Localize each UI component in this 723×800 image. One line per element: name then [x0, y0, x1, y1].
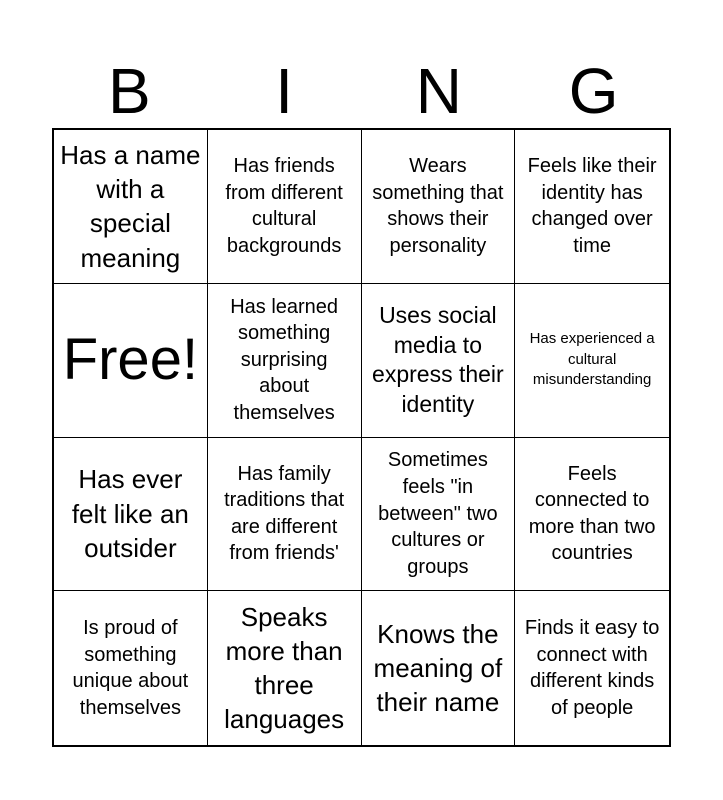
bingo-cell-r4-c3[interactable]	[362, 591, 516, 745]
bingo-cell-text: Uses social media to express their identity	[372, 302, 504, 417]
bingo-header	[52, 55, 671, 127]
bingo-cell-r3-c3[interactable]	[362, 438, 516, 592]
bingo-cell-text: Speaks more than three languages	[224, 601, 345, 735]
bingo-cell-r1-c4[interactable]	[515, 130, 669, 284]
bingo-cell-r3-c4[interactable]	[515, 438, 669, 592]
bingo-cell-r2-c3[interactable]	[362, 284, 516, 438]
header-letter-g: G	[568, 55, 619, 127]
bingo-cell-text: Knows the meaning of their name	[373, 618, 503, 718]
bingo-cell-text: Feels connected to more than two countries	[528, 462, 656, 565]
bingo-cell-text: Has ever felt like an outsider	[71, 464, 189, 564]
free-space-text: Free!	[62, 327, 199, 393]
header-letter-b: B	[108, 55, 151, 127]
bingo-cell-text: Has family traditions that are different from friends'	[224, 462, 345, 565]
bingo-cell-text: Has learned something surprising about themselves	[230, 295, 339, 425]
bingo-cell-text: Sometimes feels "in between" two cultures or groups	[378, 449, 498, 578]
bingo-cell-r3-c2[interactable]	[208, 438, 362, 592]
bingo-cell-r4-c4[interactable]	[515, 591, 669, 745]
bingo-cell-r2-c4[interactable]	[515, 284, 669, 438]
bingo-grid	[52, 128, 671, 747]
bingo-cell-r1-c3[interactable]	[362, 130, 516, 284]
bingo-cell-r1-c1[interactable]	[54, 130, 208, 284]
bingo-cell-r4-c2[interactable]	[208, 591, 362, 745]
header-letter-n: N	[415, 55, 462, 127]
bingo-cell-text: Feels like their identity has changed over time	[527, 155, 657, 257]
bingo-cell-text: Is proud of something unique about themselves	[72, 616, 189, 719]
bingo-cell-text: Finds it easy to connect with different kinds of people	[524, 616, 660, 719]
bingo-cell-r1-c2[interactable]	[208, 130, 362, 284]
bingo-cell-r2-c2[interactable]	[208, 284, 362, 438]
bingo-cell-text: Wears something that shows their personality	[372, 155, 504, 257]
bingo-cell-free[interactable]	[54, 284, 208, 438]
header-letter-i: I	[275, 55, 294, 127]
bingo-cell-text: Has a name with a special meaning	[60, 139, 201, 273]
bingo-cell-r4-c1[interactable]	[54, 591, 208, 745]
bingo-cell-r3-c1[interactable]	[54, 438, 208, 592]
bingo-cell-text: Has experienced a cultural misunderstanding	[529, 330, 655, 389]
bingo-cell-text: Has friends from different cultural backgrounds	[225, 155, 343, 257]
